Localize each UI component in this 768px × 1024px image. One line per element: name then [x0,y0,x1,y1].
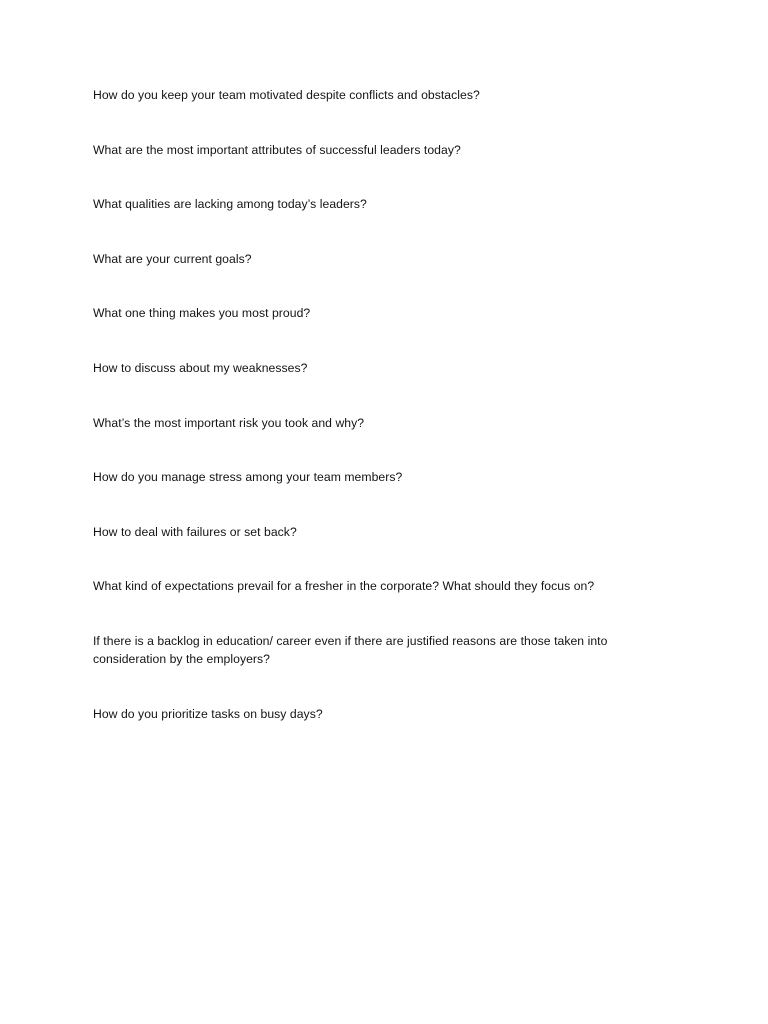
question-item: What qualities are lacking among today’s leaders? [93,197,367,212]
question-item: How to discuss about my weaknesses? [93,360,308,375]
question-item: What’s the most important risk you took and why? [93,415,365,430]
question-item: What are your current goals? [93,251,252,266]
question-item: How do you manage stress among your team members? [93,470,403,485]
question-item: What are the most important attributes of successful leaders today? [93,142,461,157]
question-item: How to deal with failures or set back? [93,524,297,539]
question-item: How do you keep your team motivated despite conflicts and obstacles? [93,88,480,102]
question-list [93,86,683,759]
question-item: If there is a backlog in education/ career even if there are justified reasons are those taken into consideration by the employers? [93,633,608,666]
question-item: How do you prioritize tasks on busy days? [93,706,323,721]
question-item: What kind of expectations prevail for a fresher in the corporate? What should they focus on? [93,579,595,594]
question-item: What one thing makes you most proud? [93,306,311,321]
